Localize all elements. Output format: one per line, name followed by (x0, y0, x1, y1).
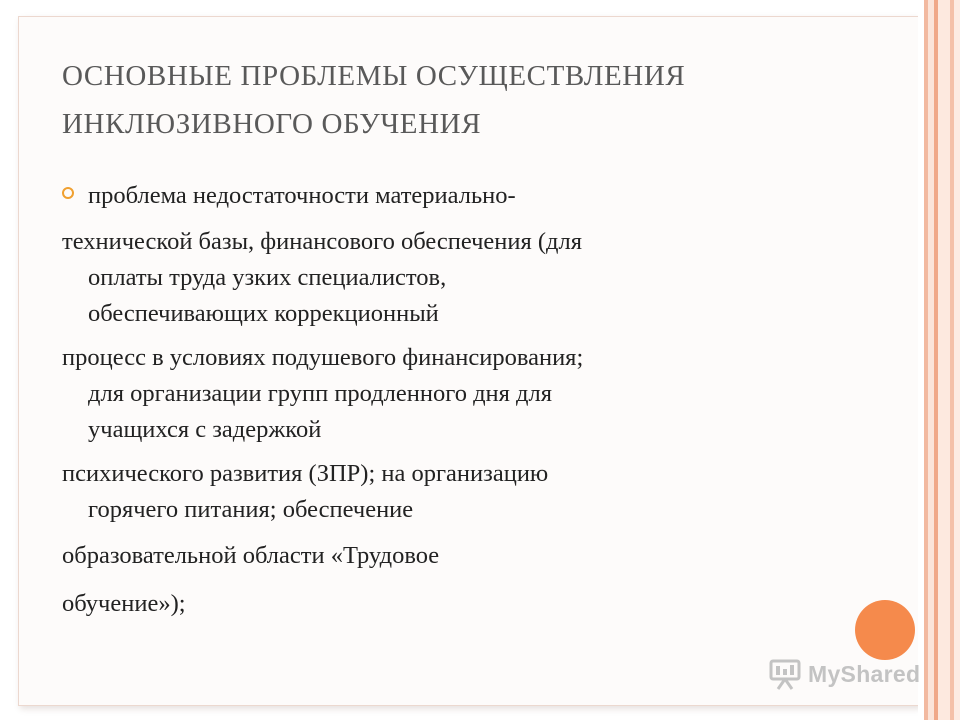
body-line-2: технической базы, финансового обеспечения (для (62, 228, 583, 255)
watermark-text: MyShared (808, 660, 921, 687)
body-line-10: образовательной области «Трудовое (62, 542, 440, 569)
body-line-7: учащихся с задержкой (88, 416, 322, 443)
bullet-circle-icon (62, 187, 74, 199)
body-line-11: обучение»); (62, 590, 186, 617)
body-line-8: психического развития (ЗПР); на организацию (62, 460, 549, 487)
body-line-9: горячего питания; обеспечение (88, 496, 414, 523)
body-line-6: для организации групп продленного дня для (88, 380, 553, 407)
slide-body (62, 176, 862, 624)
decorative-side-stripes (918, 0, 960, 720)
body-line-3: оплаты труда узких специалистов, (88, 264, 447, 291)
body-line-5: процесс в условиях подушевого финансирования; (62, 344, 584, 371)
decorative-orange-circle (855, 600, 915, 660)
presentation-board-icon (768, 657, 802, 691)
myshared-watermark (768, 656, 920, 692)
slide-title-line-1: ОСНОВНЫЕ ПРОБЛЕМЫ ОСУЩЕСТВЛЕНИЯ (62, 60, 686, 92)
slide-title-line-2: ИНКЛЮЗИВНОГО ОБУЧЕНИЯ (62, 108, 482, 140)
body-line-4: обеспечивающих коррекционный (88, 300, 439, 327)
body-line-1-text: проблема недостаточности материально- (88, 182, 516, 209)
slide-title (62, 52, 862, 148)
body-line-1 (62, 176, 862, 216)
